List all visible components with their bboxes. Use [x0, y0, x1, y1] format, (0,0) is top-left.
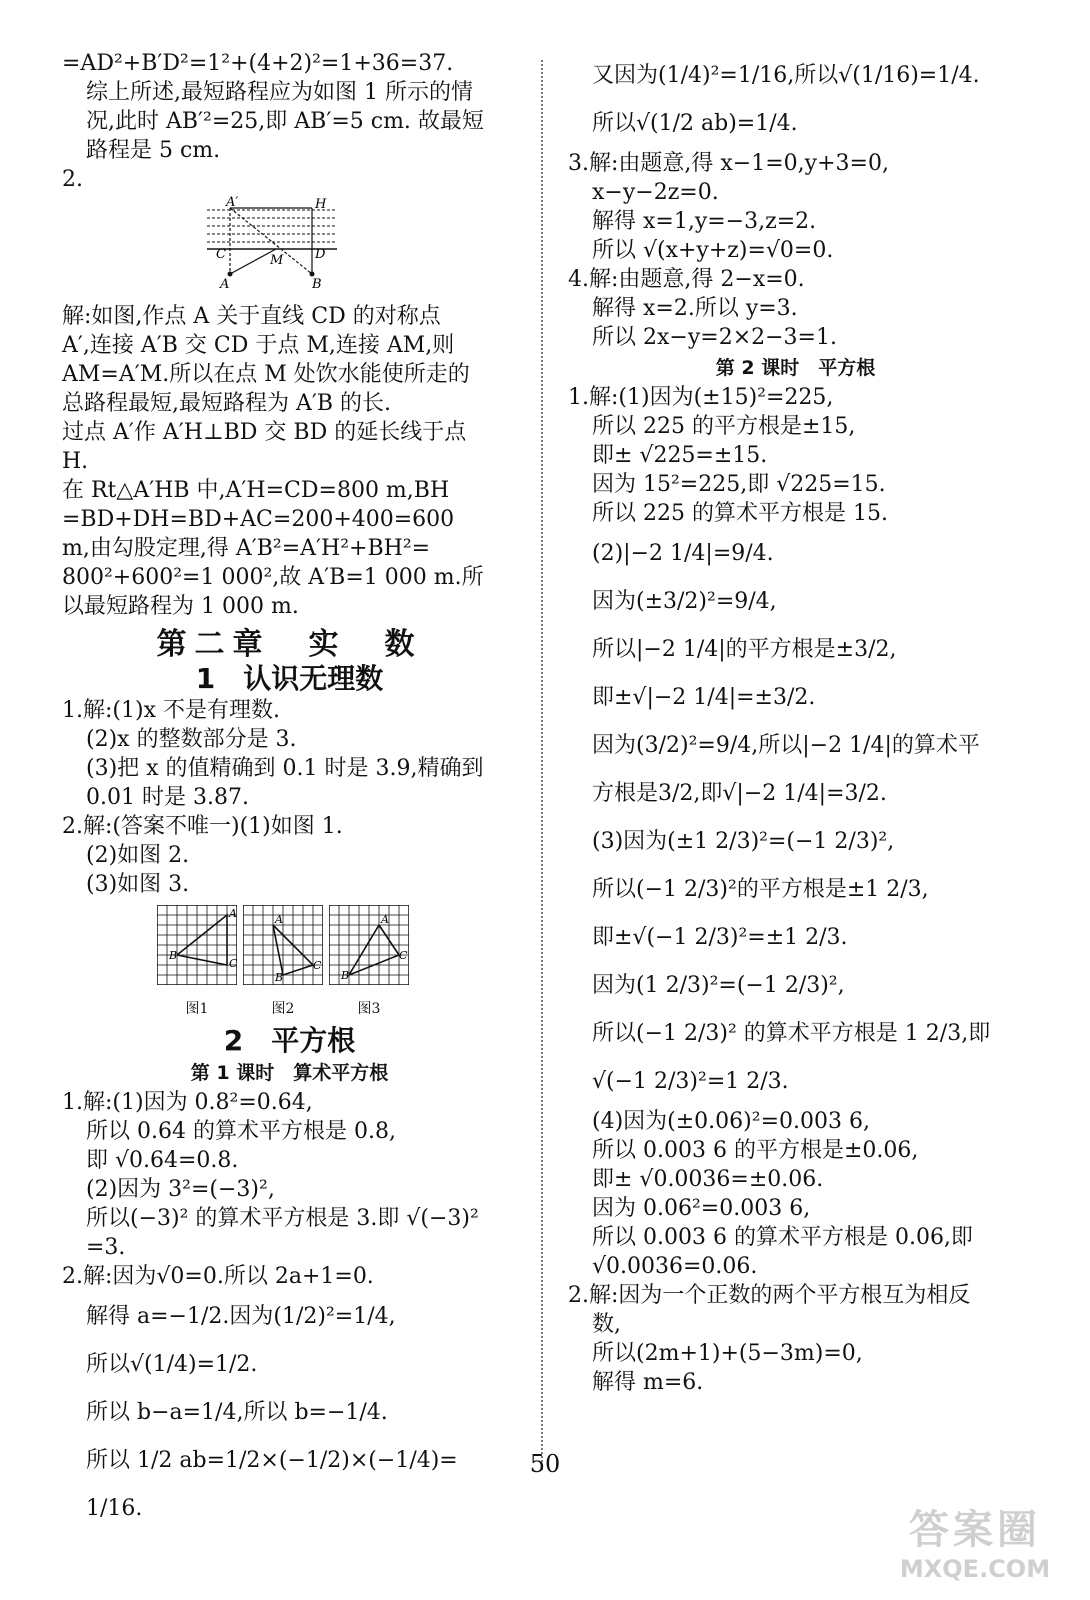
grid-figure-3-svg	[329, 905, 409, 985]
grid-figures	[157, 905, 517, 1023]
math-line: 因为(3/2)²=9/4,所以|−2 1/4|的算术平	[592, 733, 980, 758]
grid-label-c: C	[229, 957, 237, 970]
river-diagram-svg	[202, 196, 342, 291]
math-line: 所以 b−a=1/4,所以 b=−1/4.	[86, 1400, 388, 1425]
grid-label-a: A	[229, 907, 237, 920]
section-title: 1 认识无理数	[195, 662, 384, 695]
math-line: 因为(1 2/3)²=(−1 2/3)²,	[592, 973, 845, 998]
text-line: 即± √0.0036=±0.06.	[592, 1167, 824, 1192]
grid-figure-3	[329, 905, 409, 1023]
text-line: (2)因为 3²=(−3)²,	[86, 1177, 275, 1202]
text-line: 解得 x=1,y=−3,z=2.	[592, 209, 817, 234]
text-line: 解得 x=2.所以 y=3.	[592, 296, 798, 321]
text-line: AM=A′M.所以在点 M 处饮水能使所走的	[62, 362, 470, 387]
math-line: 即±√|−2 1/4|=±3/2.	[592, 685, 816, 710]
right-column	[568, 50, 1023, 1398]
text-line: 1.解:(1)因为(±15)²=225,	[568, 385, 834, 410]
text-line: 所以(2m+1)+(5−3m)=0,	[592, 1341, 863, 1366]
grid-figure-2	[243, 905, 323, 1023]
watermark-logo	[880, 1498, 1070, 1588]
text-line: 800²+600²=1 000²,故 A′B=1 000 m.所	[62, 565, 484, 590]
section-title: 2 平方根	[223, 1024, 356, 1057]
text-line: 所以(−3)² 的算术平方根是 3.即 √(−3)²	[86, 1206, 479, 1231]
grid-label-b: B	[275, 971, 284, 984]
figure-caption: 图1	[185, 1001, 209, 1017]
text-line: (2)如图 2.	[86, 843, 190, 868]
point-a	[228, 272, 233, 277]
math-line: 即±√(−1 2/3)²=±1 2/3.	[592, 925, 848, 950]
math-line: 所以√(1/4)=1/2.	[86, 1352, 258, 1377]
label-d: D	[315, 247, 326, 262]
text-line: x−y−2z=0.	[592, 180, 719, 205]
text-line: (3)把 x 的值精确到 0.1 时是 3.9,精确到	[86, 756, 484, 781]
text-line: 所以 0.003 6 的算术平方根是 0.06,即	[592, 1225, 973, 1250]
lesson-title: 第 2 课时 平方根	[715, 357, 876, 379]
point-b	[310, 272, 315, 277]
label-b: B	[312, 277, 322, 291]
left-column	[62, 50, 517, 1535]
river-diagram	[202, 196, 517, 299]
math-line: 所以(−1 2/3)² 的算术平方根是 1 2/3,即	[592, 1021, 991, 1046]
text-line: 过点 A′作 A′H⊥BD 交 BD 的延长线于点	[62, 420, 467, 445]
text-line: 4.解:由题意,得 2−x=0.	[568, 267, 805, 292]
watermark-url: MXQE.COM	[899, 1555, 1051, 1583]
triangle-shape	[177, 915, 227, 965]
chapter-title: 第二章 实 数	[156, 627, 423, 662]
grid-figure-1-svg	[157, 905, 237, 985]
text-line: 路程是 5 cm.	[86, 138, 221, 163]
text-line: 在 Rt△A′HB 中,A′H=CD=800 m,BH	[62, 478, 450, 503]
text-line: A′,连接 A′B 交 CD 于点 M,连接 AM,则	[62, 333, 455, 358]
math-line: 所以 1/2 ab=1/2×(−1/2)×(−1/4)=	[86, 1448, 458, 1473]
text-line: 所以 0.003 6 的平方根是±0.06,	[592, 1138, 919, 1163]
text-line: 数,	[592, 1312, 621, 1337]
triangle-shape	[349, 925, 399, 975]
text-line: 以最短路程为 1 000 m.	[62, 594, 299, 619]
text-line: 所以 2x−y=2×2−3=1.	[592, 325, 837, 350]
label-h: H	[315, 197, 327, 212]
math-line: 所以(−1 2/3)²的平方根是±1 2/3,	[592, 877, 929, 902]
math-line: (2)|−2 1/4|=9/4.	[592, 541, 774, 566]
text-line: 即 √0.64=0.8.	[86, 1148, 239, 1173]
label-m: M	[270, 253, 284, 268]
figure-caption: 图2	[271, 1001, 295, 1017]
text-line: 解得 m=6.	[592, 1370, 704, 1395]
math-line: 方根是3/2,即√|−2 1/4|=3/2.	[592, 781, 887, 806]
text-line: 因为 0.06²=0.003 6,	[592, 1196, 811, 1221]
text-line: (4)因为(±0.06)²=0.003 6,	[592, 1109, 870, 1134]
math-line: 所以√(1/2 ab)=1/4.	[592, 111, 798, 136]
text-line: =3.	[86, 1235, 126, 1260]
watermark-text: 答案圈	[909, 1507, 1041, 1553]
column-divider	[541, 60, 543, 1470]
grid-figure-2-svg	[243, 905, 323, 985]
label-c: C	[216, 247, 226, 262]
text-line: 2.解:(答案不唯一)(1)如图 1.	[62, 814, 343, 839]
text-line: H.	[62, 449, 89, 474]
text-line: 1.解:(1)x 不是有理数.	[62, 698, 280, 723]
text-line: 2.解:因为一个正数的两个平方根互为相反	[568, 1283, 971, 1308]
text-line: 2.解:因为√0=0.所以 2a+1=0.	[62, 1264, 374, 1289]
grid-label-a: A	[381, 913, 389, 926]
text-line: 所以 √(x+y+z)=√0=0.	[592, 238, 834, 263]
text-line: 所以 0.64 的算术平方根是 0.8,	[86, 1119, 396, 1144]
math-line: 解得 a=−1/2.因为(1/2)²=1/4,	[86, 1304, 396, 1329]
label-a: A	[220, 277, 230, 291]
grid-figure-1	[157, 905, 237, 1023]
math-line: 因为(±3/2)²=9/4,	[592, 589, 777, 614]
text-line: =BD+DH=BD+AC=200+400=600	[62, 507, 455, 532]
lesson-title: 第 1 课时 算术平方根	[190, 1062, 389, 1084]
text-line: 3.解:由题意,得 x−1=0,y+3=0,	[568, 151, 889, 176]
grid-label-b: B	[169, 949, 178, 962]
text-line: √0.0036=0.06.	[592, 1254, 758, 1279]
text-line: 即± √225=±15.	[592, 443, 768, 468]
math-line: 1/16.	[86, 1496, 143, 1521]
text-line: (3)如图 3.	[86, 872, 190, 897]
text-line: 解:如图,作点 A 关于直线 CD 的对称点	[62, 304, 441, 329]
text-line: (2)x 的整数部分是 3.	[86, 727, 297, 752]
text-line: 因为 15²=225,即 √225=15.	[592, 472, 886, 497]
question-number: 2.	[62, 167, 83, 192]
text-line: 所以 225 的平方根是±15,	[592, 414, 856, 439]
page-number: 50	[529, 1450, 561, 1478]
math-line: (3)因为(±1 2/3)²=(−1 2/3)²,	[592, 829, 895, 854]
text-line: 0.01 时是 3.87.	[86, 785, 249, 810]
grid-label-c: C	[313, 959, 322, 972]
text-line: =AD²+B′D²=1²+(4+2)²=1+36=37.	[62, 51, 454, 76]
label-a-prime: A′	[226, 196, 239, 210]
text-line: m,由勾股定理,得 A′B²=A′H²+BH²=	[62, 536, 431, 561]
text-line: 综上所述,最短路程应为如图 1 所示的情	[86, 80, 473, 105]
math-line: √(−1 2/3)²=1 2/3.	[592, 1069, 789, 1094]
text-line: 1.解:(1)因为 0.8²=0.64,	[62, 1090, 313, 1115]
grid-label-a: A	[275, 913, 283, 926]
text-line: 总路程最短,最短路程为 A′B 的长.	[62, 391, 392, 416]
math-line: 又因为(1/4)²=1/16,所以√(1/16)=1/4.	[592, 63, 980, 88]
grid-label-c: C	[399, 949, 408, 962]
text-line: 所以 225 的算术平方根是 15.	[592, 501, 888, 526]
text-line: 况,此时 AB′²=25,即 AB′=5 cm. 故最短	[86, 109, 484, 134]
grid-label-b: B	[341, 969, 350, 982]
figure-caption: 图3	[357, 1001, 381, 1017]
math-line: 所以|−2 1/4|的平方根是±3/2,	[592, 637, 897, 662]
